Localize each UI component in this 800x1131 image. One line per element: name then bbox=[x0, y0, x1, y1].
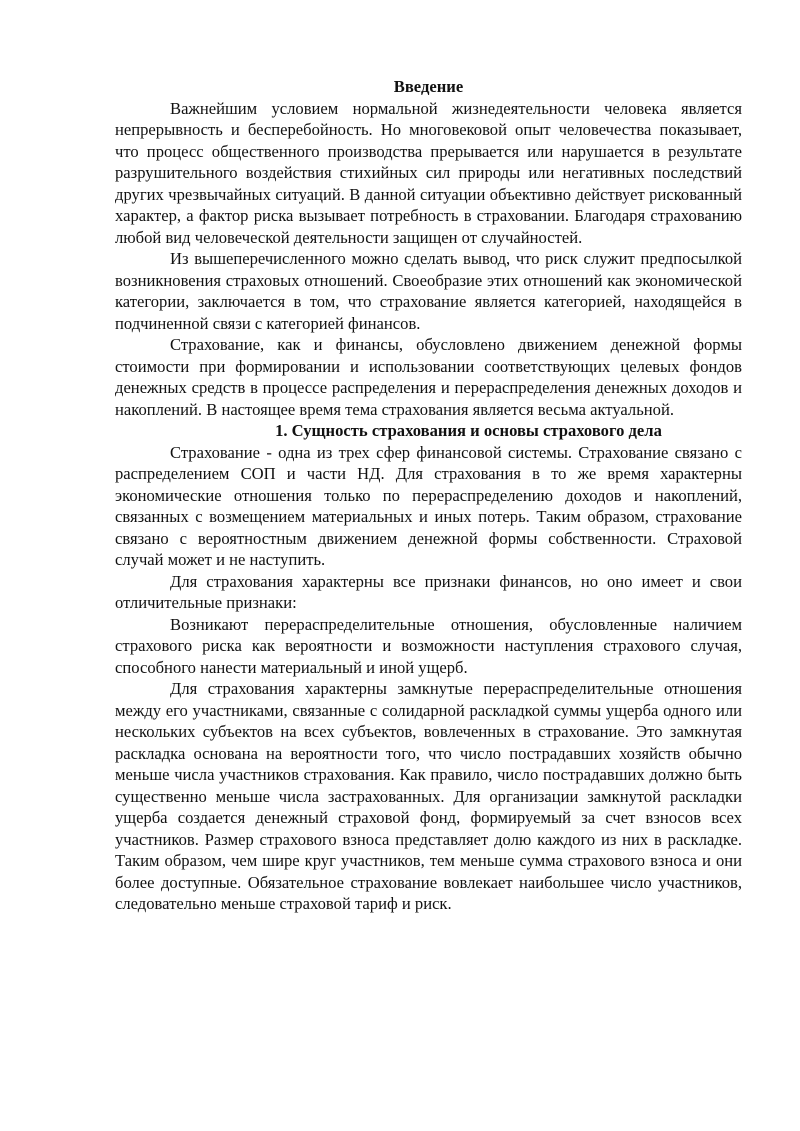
intro-paragraph-3: Страхование, как и финансы, обусловлено движением денежной формы стоимости при формировании и использовании соответствующих целевых фондов денежных средств в процессе распределения и перераспределения денежных доходов и накоплений. В настоящее время тема страхования является весьма актуальной. bbox=[115, 335, 742, 419]
document-body bbox=[115, 76, 742, 915]
intro-paragraph-1: Важнейшим условием нормальной жизнедеятельности человека является непрерывность и бесперебойность. Но многовековой опыт человечества показывает, что процесс общественного производства прерывается или нарушается в результате разрушительного воздействия стихийных сил природы или негативных последствий других чрезвычайных ситуаций. В данной ситуации объективно действует рискованный характер, а фактор риска вызывает потребность в страховании. Благодаря страхованию любой вид человеческой деятельности защищен от случайностей. bbox=[115, 98, 742, 247]
section-paragraph-4: Для страхования характерны замкнутые перераспределительные отношения между его участниками, связанные с солидарной раскладкой суммы ущерба одного или нескольких субъектов на всех субъектов, вовлеченных в страхование. Это замкнутая раскладка основана на вероятности того, что число пострадавших хозяйств обычно меньше числа участников страхования. Как правило, число пострадавших должно быть существенно меньше числа застрахованных. Для организации замкнутой раскладки ущерба создается денежный страховой фонд, формируемый за счет взносов всех участников. Размер страхового взноса представляет долю каждого из них в раскладке. Таким образом, чем шире круг участников, тем меньше сумма страхового взноса и они более доступные. Обязательное страхование вовлекает наибольшее число участников, следовательно меньше страховой тариф и риск. bbox=[115, 679, 742, 913]
intro-heading: Введение bbox=[393, 77, 464, 96]
section-paragraph-3: Возникают перераспределительные отношения, обусловленные наличием страхового риска как вероятности и возможности наступления страхового случая, способного нанести материальный и иной ущерб. bbox=[115, 614, 742, 677]
section-paragraph-2: Для страхования характерны все признаки финансов, но оно имеет и свои отличительные признаки: bbox=[115, 571, 742, 612]
section-paragraph-1: Страхование - одна из трех сфер финансовой системы. Страхование связано с распределением СОП и части НД. Для страхования в то же время характерны экономические отношения только по перераспределению доходов и накоплений, связанных с возмещением материальных и иных потерь. Таким образом, страхование связано с вероятностным движением денежной формы собственности. Страховой случай может и не наступить. bbox=[115, 442, 742, 569]
intro-paragraph-2: Из вышеперечисленного можно сделать вывод, что риск служит предпосылкой возникновения страховых отношений. Своеобразие этих отношений как экономической категории, заключается в том, что страхование является категорией, находящейся в подчиненной связи с категорией финансов. bbox=[115, 249, 742, 333]
section-heading: 1. Сущность страхования и основы страхового дела bbox=[275, 421, 662, 440]
